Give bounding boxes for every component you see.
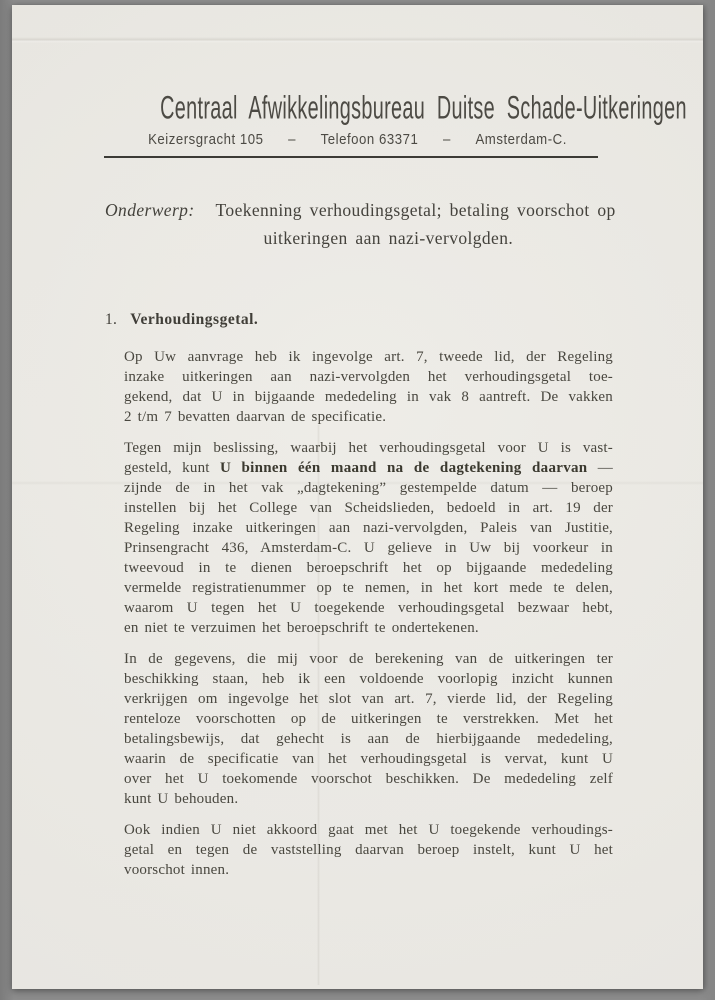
letterhead-city: Amsterdam-C. xyxy=(475,131,567,148)
subject-line-1: Toekenning verhoudingsgetal; betaling voorschot op xyxy=(215,200,616,220)
paragraph-line: en niet te verzuimen het beroepschrift te ondertekenen. xyxy=(124,620,479,636)
paragraph-line: Op Uw aanvrage heb ik ingevolge art. 7, tweede lid, der Regeling xyxy=(124,349,613,365)
paragraph-line: verkrijgen om ingevolge het slot van art. 7, vierde lid, der Regeling xyxy=(124,691,613,707)
subject-text xyxy=(216,196,616,252)
paragraph-line: waarin de specificatie van het verhoudingsgetal is vervat, kunt U xyxy=(124,751,613,767)
bold-text: U binnen één maand na de dagtekening daarvan xyxy=(219,460,588,476)
paragraph-line: Regeling inzake uitkeringen aan nazi-vervolgden, Paleis van Justitie, xyxy=(124,520,613,536)
separator-dash: – xyxy=(288,131,296,148)
letterhead-phone: Telefoon 63371 xyxy=(320,131,419,148)
separator-dash: – xyxy=(442,131,451,148)
letter-page xyxy=(12,5,703,989)
paragraph xyxy=(124,820,613,880)
paragraph-line: vermelde registratienummer op te nemen, in het kort mede te delen, xyxy=(124,580,613,596)
paragraph-line: inzake uitkeringen aan nazi-vervolgden het verhoudingsgetal toe- xyxy=(124,369,613,385)
paragraph-line: Ook indien U niet akkoord gaat met het U toegekende verhoudings- xyxy=(124,822,613,838)
subject-label: Onderwerp: xyxy=(105,200,195,220)
paragraph-line: kunt U behouden. xyxy=(124,791,239,807)
paragraph-line: instellen bij het College van Scheidslieden, bedoeld in art. 19 der xyxy=(124,500,613,516)
paragraph xyxy=(124,347,613,427)
paragraph-line: 2 t/m 7 bevatten daarvan de specificatie. xyxy=(124,409,387,425)
section-number: 1. xyxy=(105,311,118,328)
paragraph-line: voorschot innen. xyxy=(124,862,230,878)
subject-line-2: uitkeringen aan nazi-vervolgden. xyxy=(263,228,514,248)
paragraph-line: renteloze voorschotten op de uitkeringen te verstrekken. Met het xyxy=(124,711,613,727)
section-heading-row xyxy=(105,311,258,329)
paragraph-line: over het U toekomende voorschot beschikken. De mededeling zelf xyxy=(124,771,613,787)
letterhead-street: Keizersgracht 105 xyxy=(148,131,264,148)
paragraph-line: zijnde de in het vak „dagtekening” gestempelde datum — beroep xyxy=(124,480,613,496)
paragraph xyxy=(124,649,613,809)
paragraph-line: gesteld, kunt U binnen één maand na de dagtekening daarvan — xyxy=(124,460,613,476)
paragraph-line: betalingsbewijs, dat gehecht is aan de hierbijgaande mededeling, xyxy=(124,731,613,747)
letterhead-address xyxy=(53,131,661,148)
paragraph-line: waarom U tegen het U toegekende verhoudingsgetal bezwaar hebt, xyxy=(124,600,613,616)
paragraph xyxy=(124,438,613,638)
letterhead-rule xyxy=(104,156,598,158)
letterhead-title-text: Centraal Afwikkelingsbureau Duitse Schade-Uitkeringen xyxy=(160,89,687,126)
paragraph-line: beschikking staan, heb ik een voldoende voorlopig inzicht kunnen xyxy=(124,671,613,687)
paragraph-line: In de gegevens, die mij voor de berekening van de uitkeringen ter xyxy=(124,651,613,667)
paragraph-line: gekend, dat U in bijgaande mededeling in vak 8 aantreft. De vakken xyxy=(124,389,613,405)
paragraph-line: tweevoud in te dienen beroepschrift het op bijgaande mededeling xyxy=(124,560,613,576)
letterhead-title xyxy=(12,90,703,126)
subject-block xyxy=(105,196,616,252)
paragraph-line: getal en tegen de vaststelling daarvan beroep instelt, kunt U het xyxy=(124,842,613,858)
paragraph-line: Tegen mijn beslissing, waarbij het verhoudingsgetal voor U is vast- xyxy=(124,440,613,456)
paragraph-line: Prinsengracht 436, Amsterdam-C. U gelieve in Uw bij voorkeur in xyxy=(124,540,613,556)
section-heading: Verhoudingsgetal. xyxy=(130,311,259,328)
letter-body xyxy=(124,347,613,880)
